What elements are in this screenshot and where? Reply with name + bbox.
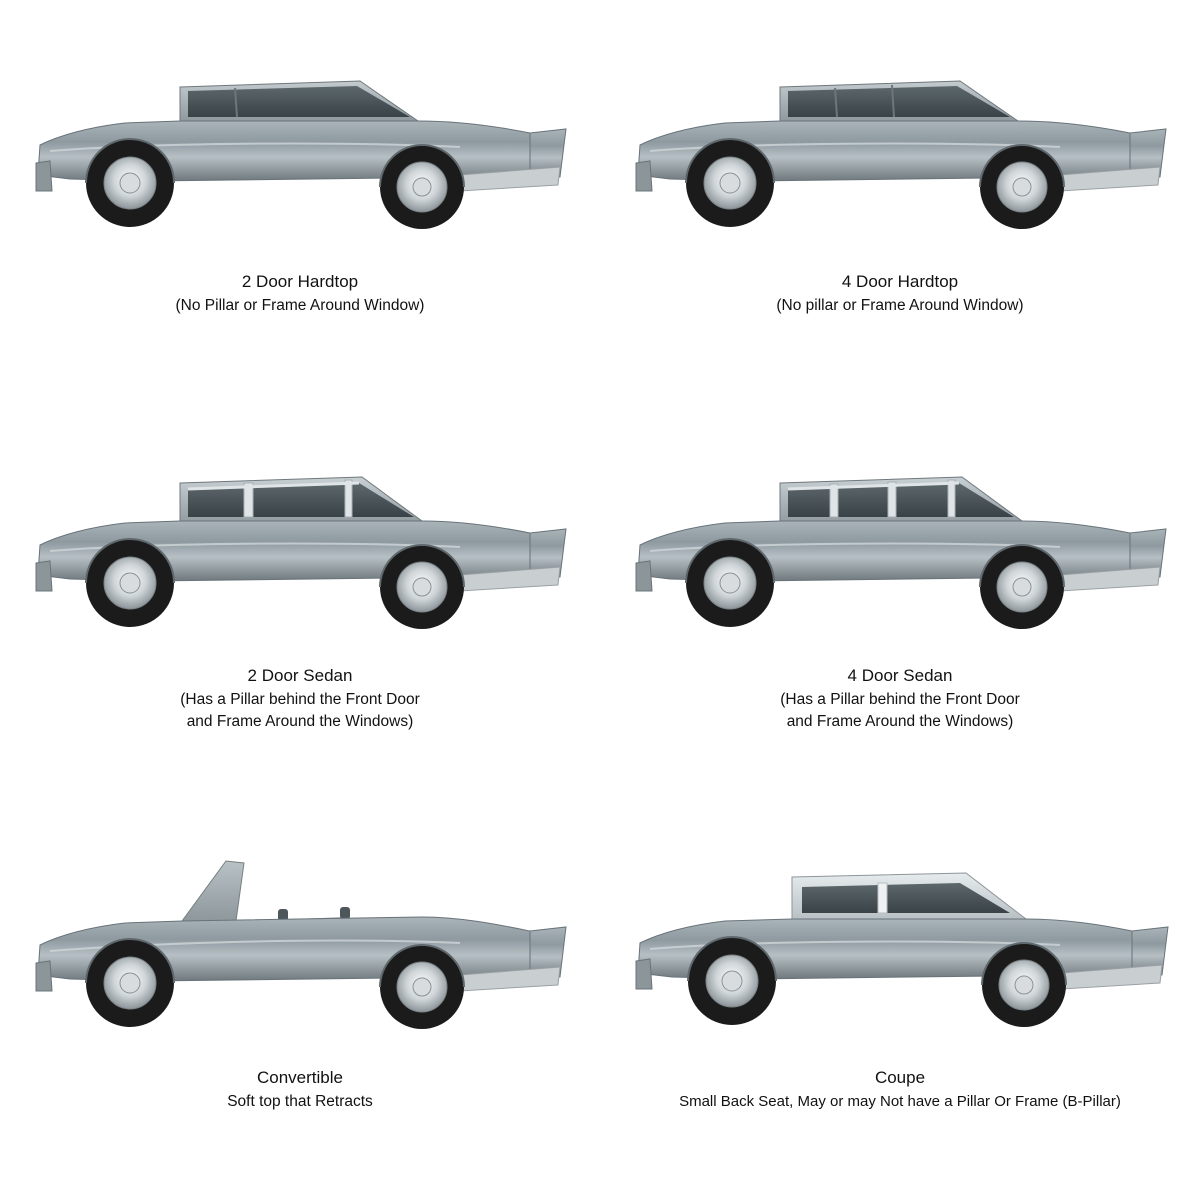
- car-illustration-four-door-sedan: [620, 410, 1180, 660]
- panel-title: 4 Door Sedan: [847, 666, 953, 685]
- panel-four-door-sedan: [600, 400, 1200, 800]
- car-illustration-coupe: [620, 810, 1180, 1060]
- caption-two-door-sedan: [180, 664, 420, 734]
- car-illustration-two-door-hardtop: [20, 10, 580, 260]
- car-illustration-four-door-hardtop: [620, 10, 1180, 260]
- panel-title: 4 Door Hardtop: [841, 272, 959, 291]
- panel-four-door-hardtop: [600, 0, 1200, 400]
- panel-subtitle-line1: Soft top that Retracts: [227, 1092, 373, 1110]
- caption-convertible: [227, 1066, 373, 1113]
- panel-title: 2 Door Sedan: [247, 666, 353, 685]
- panel-two-door-sedan: [0, 400, 600, 800]
- panel-subtitle-line1: (Has a Pillar behind the Front Door: [780, 690, 1020, 708]
- caption-coupe: [679, 1066, 1121, 1112]
- caption-four-door-sedan: [780, 664, 1020, 734]
- panel-subtitle-line1: (No pillar or Frame Around Window): [776, 296, 1024, 314]
- car-illustration-two-door-sedan: [20, 410, 580, 660]
- panel-title: Convertible: [256, 1068, 343, 1087]
- panel-title: Coupe: [874, 1068, 926, 1087]
- caption-four-door-hardtop: [776, 270, 1023, 317]
- caption-two-door-hardtop: [176, 270, 425, 317]
- panel-subtitle-line2: and Frame Around the Windows): [186, 713, 414, 731]
- panel-subtitle-line1: Small Back Seat, May or may Not have a Pillar Or Frame (B-Pillar): [679, 1092, 1121, 1110]
- panel-two-door-hardtop: [0, 0, 600, 400]
- panel-subtitle-line1: (No Pillar or Frame Around Window): [175, 296, 425, 314]
- panel-subtitle-line1: (Has a Pillar behind the Front Door: [180, 690, 420, 708]
- panel-subtitle-line2: and Frame Around the Windows): [786, 713, 1014, 731]
- panel-convertible: [0, 800, 600, 1200]
- car-illustration-convertible: [20, 810, 580, 1060]
- panel-coupe: [600, 800, 1200, 1200]
- panel-title: 2 Door Hardtop: [241, 272, 359, 291]
